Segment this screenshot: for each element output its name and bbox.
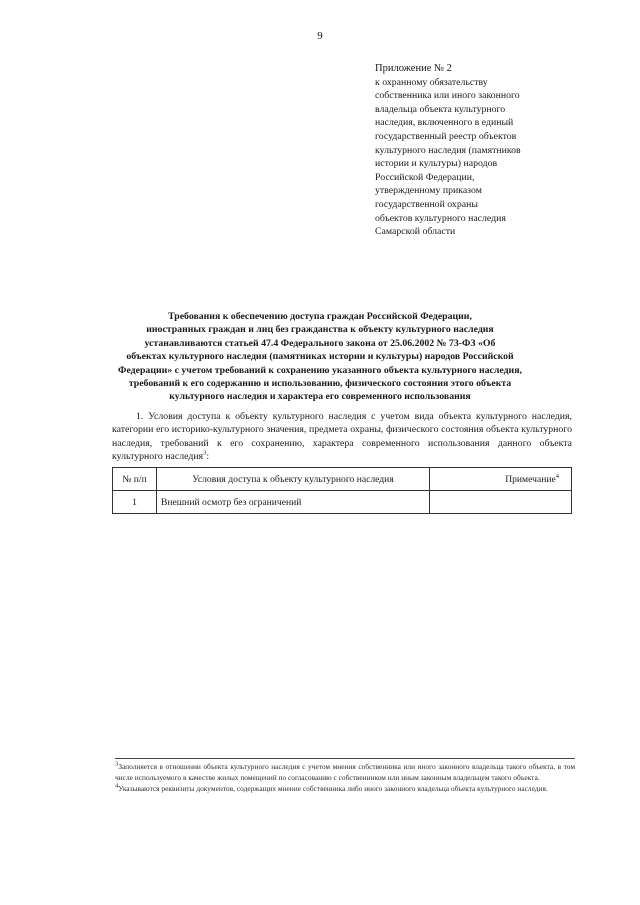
heading-line: культурного наследия и характера его современного использования	[169, 391, 471, 403]
heading-line: объектах культурного наследия (памятниках истории и культуры) народов Российской	[126, 351, 514, 363]
appendix-line: Самарской области	[375, 226, 456, 238]
footnote-number: 3	[115, 760, 119, 768]
document-heading	[100, 310, 540, 404]
footnotes	[115, 758, 575, 795]
appendix-title: Приложение № 2	[375, 63, 452, 74]
heading-line: устанавливаются статьей 47.4 Федерального закона от 25.06.2002 № 73-ФЗ «Об	[144, 337, 496, 349]
access-conditions-paragraph	[112, 410, 572, 464]
heading-line: Требования к обеспечению доступа граждан Российской Федерации,	[168, 311, 472, 322]
appendix-line: владельца объекта культурного	[375, 103, 506, 115]
footnote-number: 4	[115, 782, 119, 790]
access-conditions-table	[112, 467, 572, 514]
appendix-line: утвержденному приказом	[375, 185, 482, 197]
footnote-text: Заполняется в отношении объекта культурного наследия с учетом мнения собственника или иного законного владельца такого объекта, в том числе используемого в качестве жилых помещений по согласованию с собственником или иным законным владельцем такого объекта.	[115, 762, 575, 783]
page-number: 9	[317, 30, 323, 42]
heading-line: Федерации» с учетом требований к сохранению указанного объекта культурного наследия,	[118, 364, 522, 376]
table-row	[113, 491, 572, 514]
footnote-3	[115, 761, 575, 783]
header-num: № п/п	[113, 468, 157, 491]
table-header-row	[113, 468, 572, 491]
paragraph-end: :	[206, 451, 210, 463]
row-num: 1	[113, 491, 157, 514]
appendix-line: государственный реестр объектов	[375, 130, 517, 142]
row-note	[430, 491, 572, 514]
footnote-ref: 4	[555, 472, 559, 480]
footnote-4	[115, 783, 575, 794]
appendix-line: наследия, включенного в единый	[375, 117, 514, 129]
appendix-block	[375, 62, 575, 239]
header-note	[430, 468, 572, 491]
appendix-line: к охранному обязательству	[375, 76, 488, 88]
appendix-line: собственника или иного законного	[375, 90, 520, 102]
appendix-line: Российской Федерации,	[375, 171, 475, 183]
paragraph-text: 1. Условия доступа к объекту культурного наследия с учетом вида объекта культурного наследия, категории его историко-культурного значения, предмета охраны, физического состояния объекта культурного наследия, требований к его сохранению, характера современного использования данного объекта культурного наследия	[112, 411, 572, 463]
appendix-line: культурного наследия (памятников	[375, 144, 521, 156]
appendix-line: истории и культуры) народов	[375, 158, 498, 170]
heading-line: требований к его содержанию и использованию, физического состояния этого объекта	[128, 378, 512, 390]
appendix-line: государственной охраны	[375, 198, 478, 210]
footnote-text: Указываются реквизиты документов, содержащих мнение собственника либо иного законного владельца объекта культурного наследия.	[118, 784, 548, 794]
footnote-ref: 3	[203, 449, 207, 457]
appendix-line: объектов культурного наследия	[375, 212, 506, 224]
header-conditions: Условия доступа к объекту культурного наследия	[157, 468, 430, 491]
row-conditions: Внешний осмотр без ограничений	[157, 491, 430, 514]
heading-line: иностранных граждан и лиц без гражданства к объекту культурного наследия	[146, 324, 494, 336]
footnote-divider	[115, 758, 575, 759]
header-note-label: Примечание	[505, 473, 556, 485]
